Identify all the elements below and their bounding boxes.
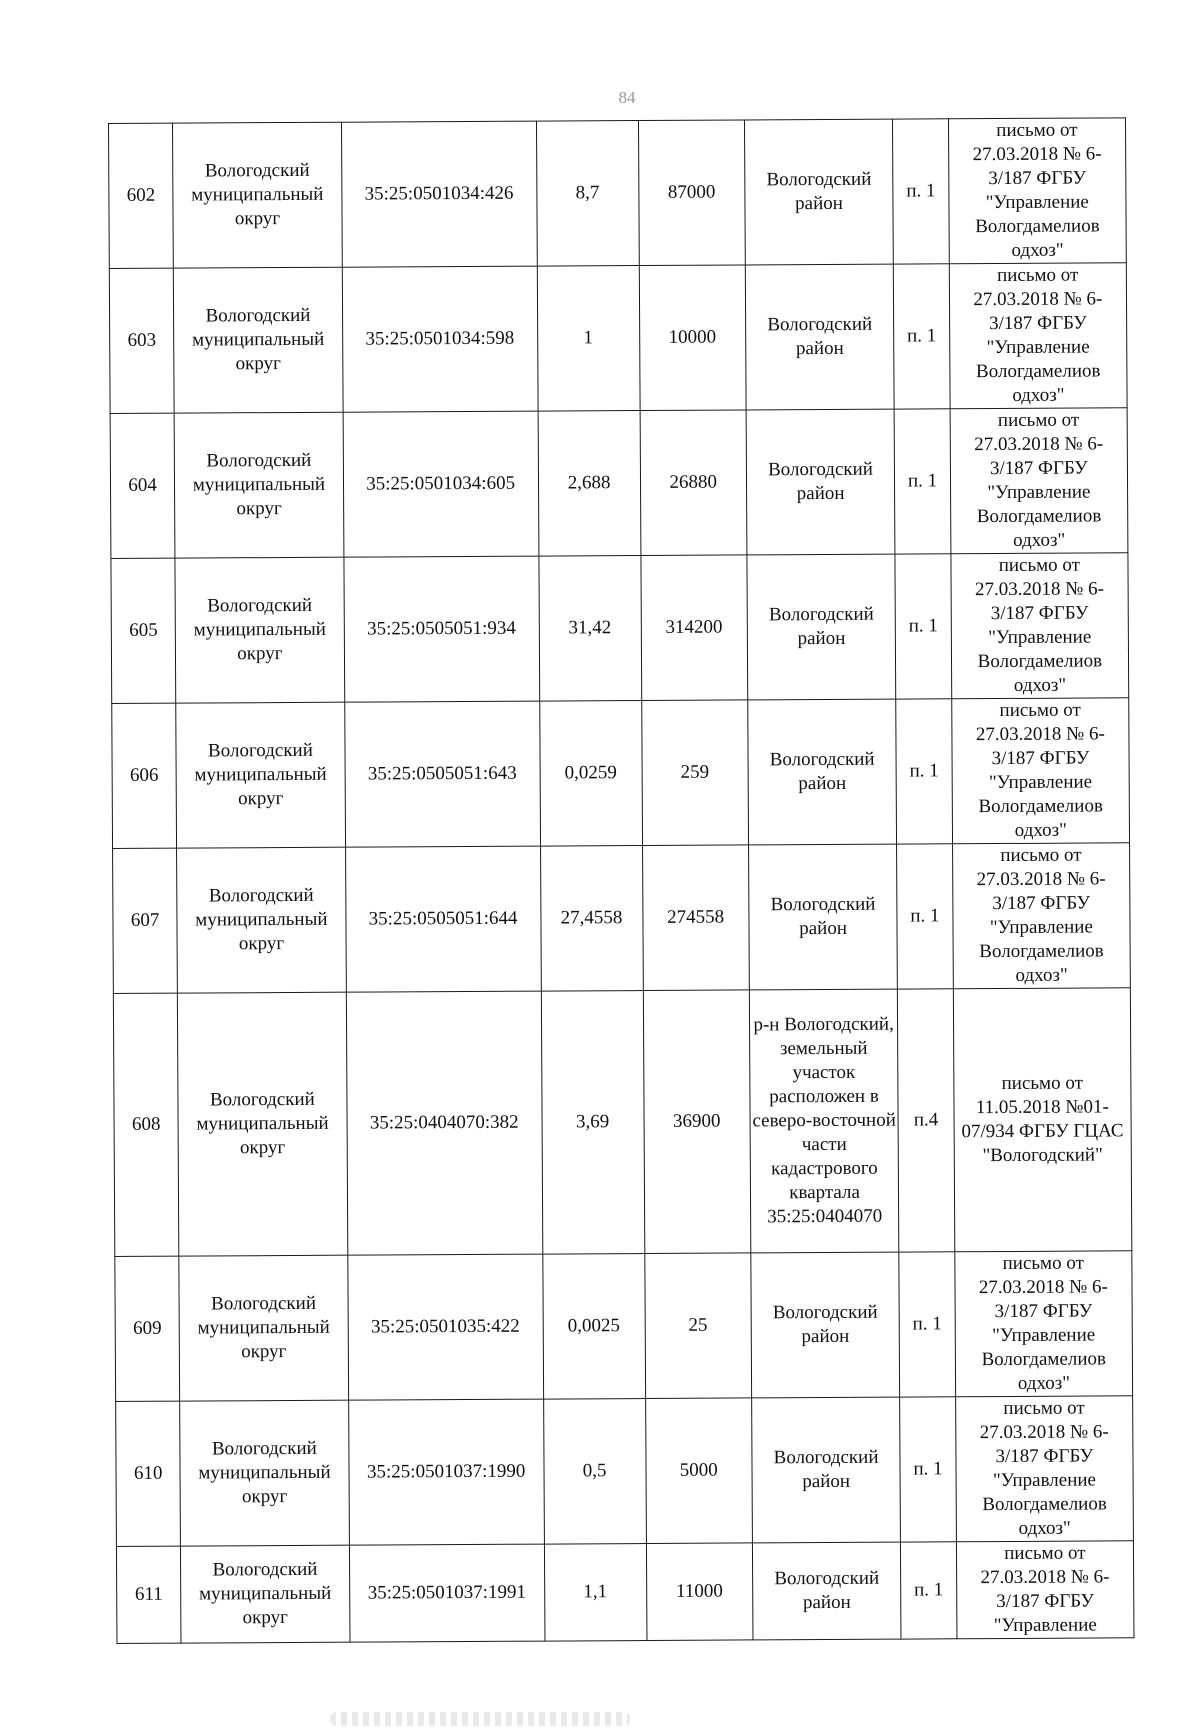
cadastral-number-cell: 35:25:0501034:605 [343,411,539,557]
row-number-cell: 605 [111,558,176,703]
row-number-cell: 609 [115,1256,180,1401]
row-number-cell: 603 [109,268,174,413]
row-number-cell: 607 [113,848,178,993]
cadastral-number-cell: 35:25:0501037:1991 [349,1544,545,1642]
area-m2-cell: 274558 [642,845,749,991]
basis-cell: письмо от 27.03.2018 № 6-3/187 ФГБУ "Управление Вологдамелиов одхоз" [955,1251,1133,1397]
location-cell: Вологодский район [746,409,895,555]
owner-cell: Вологодский муниципальный округ [173,122,342,268]
area-ha-cell: 8,7 [536,121,639,267]
area-m2-cell: 87000 [638,120,745,266]
area-m2-cell: 5000 [645,1398,752,1544]
area-ha-cell: 0,0259 [539,701,642,847]
owner-cell: Вологодский муниципальный округ [174,267,343,413]
location-cell: Вологодский район [751,1252,900,1398]
location-cell: Вологодский район [748,844,897,990]
table-row [115,1251,1133,1402]
land-plots-table [108,117,1134,1644]
table-row [110,408,1128,559]
area-m2-cell: 10000 [639,265,746,411]
cadastral-number-cell: 35:25:0501035:422 [347,1254,543,1400]
table-row [111,553,1129,704]
table-row [109,118,1127,269]
basis-cell: письмо от 27.03.2018 № 6-3/187 ФГБУ "Управление Вологдамелиов одхоз" [951,553,1129,699]
owner-cell: Вологодский муниципальный округ [180,1400,349,1546]
area-m2-cell: 314200 [640,555,747,701]
area-m2-cell: 259 [641,700,748,846]
row-number-cell: 602 [109,123,174,268]
area-ha-cell: 1 [537,266,640,412]
clause-cell: п. 1 [897,844,953,989]
clause-cell: п. 1 [899,1252,955,1397]
row-number-cell: 611 [116,1546,181,1643]
area-ha-cell: 31,42 [539,556,642,702]
stamp-smudge [330,1712,630,1726]
owner-cell: Вологодский муниципальный округ [181,1545,350,1643]
basis-cell: письмо от 11.05.2018 №01-07/934 ФГБУ ГЦАС "Вологодский" [953,988,1132,1252]
cadastral-number-cell: 35:25:0505051:644 [345,846,541,992]
area-ha-cell: 3,69 [541,991,644,1255]
basis-cell: письмо от 27.03.2018 № 6-3/187 ФГБУ "Управление Вологдамелиов одхоз" [951,698,1129,844]
cadastral-number-cell: 35:25:0501037:1990 [348,1399,544,1545]
area-m2-cell: 26880 [640,410,747,556]
cadastral-number-cell: 35:25:0501034:598 [342,266,538,412]
row-number-cell: 604 [110,413,175,558]
area-m2-cell: 25 [644,1253,751,1399]
basis-cell: письмо от 27.03.2018 № 6-3/187 ФГБУ "Управление Вологдамелиов одхоз" [948,118,1126,264]
basis-cell: письмо от 27.03.2018 № 6-3/187 ФГБУ "Управление Вологдамелиов одхоз" [950,408,1128,554]
cadastral-number-cell: 35:25:0505051:934 [344,556,540,702]
owner-cell: Вологодский муниципальный округ [178,992,348,1256]
basis-cell: письмо от 27.03.2018 № 6-3/187 ФГБУ "Управление [956,1541,1134,1639]
location-cell: р-н Вологодский, земельный участок расположен в северо-восточной части кадастрового квартала 35:25:0404070 [749,989,899,1253]
location-cell: Вологодский район [744,119,893,265]
clause-cell: п. 1 [896,699,952,844]
location-cell: Вологодский район [748,699,897,845]
area-m2-cell: 11000 [646,1543,753,1641]
basis-cell: письмо от 27.03.2018 № 6-3/187 ФГБУ "Управление Вологдамелиов одхоз" [955,1396,1133,1542]
table-row [116,1541,1134,1644]
owner-cell: Вологодский муниципальный округ [179,1255,348,1401]
basis-cell: письмо от 27.03.2018 № 6-3/187 ФГБУ "Управление Вологдамелиов одхоз" [952,843,1130,989]
page-number: 84 [618,88,636,107]
table-row [113,843,1131,994]
clause-cell: п. 1 [895,554,951,699]
row-number-cell: 610 [116,1401,181,1546]
location-cell: Вологодский район [747,554,896,700]
table-row [109,263,1127,414]
area-m2-cell: 36900 [643,990,751,1254]
location-cell: Вологодский район [751,1397,900,1543]
area-ha-cell: 27,4558 [540,846,643,992]
owner-cell: Вологодский муниципальный округ [174,412,343,558]
clause-cell: п. 1 [900,1397,956,1542]
location-cell: Вологодский район [745,264,894,410]
location-cell: Вологодский район [752,1542,901,1640]
clause-cell: п. 1 [901,1542,957,1639]
area-ha-cell: 0,5 [543,1399,646,1545]
clause-cell: п. 1 [894,264,950,409]
row-number-cell: 606 [112,703,177,848]
clause-cell: п. 1 [894,409,950,554]
cadastral-number-cell: 35:25:0404070:382 [346,991,542,1255]
clause-cell: п.4 [898,989,955,1252]
owner-cell: Вологодский муниципальный округ [176,702,345,848]
area-ha-cell: 1,1 [544,1544,646,1642]
table-row [113,988,1131,1257]
basis-cell: письмо от 27.03.2018 № 6-3/187 ФГБУ "Управление Вологдамелиов одхоз" [949,263,1127,409]
area-ha-cell: 2,688 [538,411,641,557]
cadastral-number-cell: 35:25:0505051:643 [344,701,540,847]
owner-cell: Вологодский муниципальный округ [175,557,344,703]
table-row [116,1396,1134,1547]
row-number-cell: 608 [113,993,179,1256]
clause-cell: п. 1 [893,119,949,264]
cadastral-number-cell: 35:25:0501034:426 [341,121,537,267]
owner-cell: Вологодский муниципальный округ [177,847,346,993]
area-ha-cell: 0,0025 [542,1254,645,1400]
table-row [112,698,1130,849]
